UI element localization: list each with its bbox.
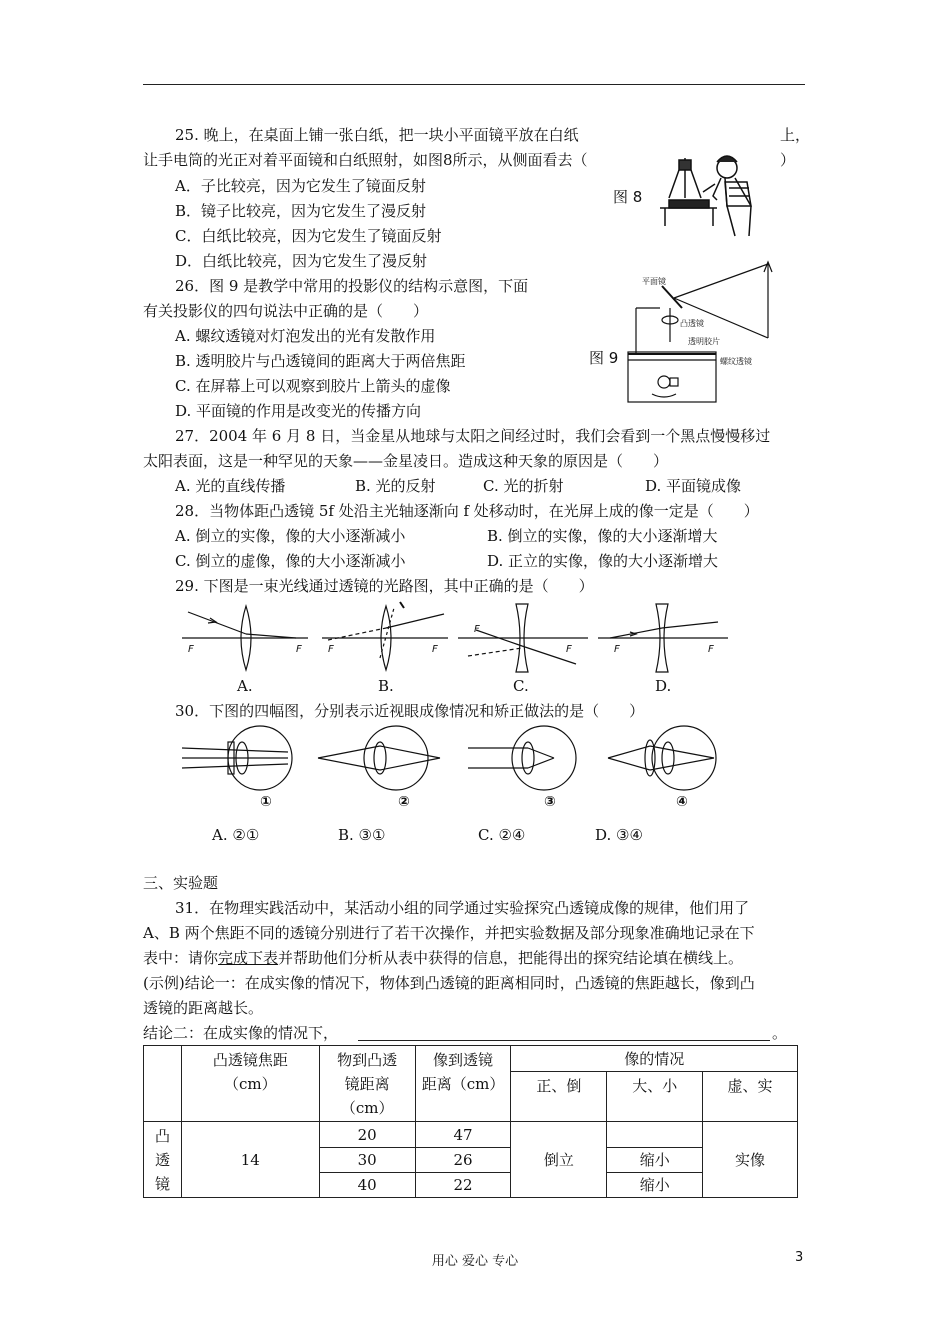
q30-fig-3: ③ (544, 794, 556, 810)
conclusion-2-blank[interactable] (358, 1040, 770, 1041)
cell-nature: 实像 (703, 1122, 798, 1198)
q27-option-a: A. 光的直线传播 (175, 477, 286, 495)
q27-line2: 太阳表面，这是一种罕见的天象——金星凌日。造成这种天象的原因是（ ） (143, 452, 669, 470)
q28-line1: 28．当物体距凸透镜 5f 处沿主光轴逐渐向 f 处移动时，在光屏上成的像一定是（ ） (175, 502, 759, 520)
page-footer: 用心 爱心 专心 (431, 1254, 519, 1269)
q25-option-c: C．白纸比较亮，因为它发生了镜面反射 (175, 227, 442, 245)
figure-9-projector (622, 258, 774, 404)
q30-option-d: D. ③④ (595, 826, 643, 844)
q31-line4: (示例)结论一：在成实像的情况下，物体到凸透镜的距离相同时，凸透镜的焦距越长，像到凸 (143, 974, 755, 992)
cell-img-1: 47 (415, 1122, 511, 1148)
q30-option-a: A. ②① (212, 826, 260, 844)
header-nature: 虚、实 (703, 1072, 798, 1122)
conclusion-2-label: 结论二：在成实像的情况下， (143, 1024, 339, 1042)
figure-9-lens-label: 凸透镜 (680, 319, 704, 328)
section-3-title: 三、实验题 (143, 874, 219, 892)
q29-a-focus-left: F (188, 644, 194, 655)
q29-label-d: D. (655, 677, 672, 695)
cell-obj-2: 30 (319, 1148, 415, 1173)
cell-obj-3: 40 (319, 1173, 415, 1198)
cell-focal: 14 (181, 1122, 319, 1198)
q26-line1: 26．图 9 是教学中常用的投影仪的结构示意图，下面 (175, 277, 529, 295)
q28-option-a: A. 倒立的实像，像的大小逐渐减小 (175, 527, 406, 545)
figure-9-fresnel-label: 螺纹透镜 (720, 357, 752, 366)
header-orientation: 正、倒 (511, 1072, 607, 1122)
q30-line1: 30．下图的四幅图，分别表示近视眼成像情况和矫正做法的是（ ） (175, 702, 645, 720)
figure-8-label: 图 8 (613, 188, 643, 206)
table-corner (144, 1046, 182, 1122)
q27-option-d: D. 平面镜成像 (645, 477, 742, 495)
cell-size-3: 缩小 (607, 1173, 703, 1198)
figure-9-label: 图 9 (589, 349, 619, 367)
q25-option-a: A．子比较亮，因为它发生了镜面反射 (175, 177, 426, 195)
row-label-convex-lens: 凸 透 镜 (144, 1122, 182, 1198)
q29-label-a: A. (237, 677, 253, 695)
header-focal: 凸透镜焦距 （cm） (181, 1046, 319, 1122)
q25-line2: 让手电筒的光正对着平面镜和白纸照射，如图8所示，从侧面看去（ (143, 151, 588, 169)
q27-option-c: C. 光的折射 (483, 477, 564, 495)
data-table (143, 1045, 798, 1198)
q26-option-d: D. 平面镜的作用是改变光的传播方向 (175, 402, 422, 420)
q30-fig-1: ① (260, 794, 272, 810)
q31-line3: 表中：请你完成下表并帮助他们分析从表中获得的信息，把能得出的探究结论填在横线上。 (143, 949, 744, 967)
header-object-distance: 物到凸透 镜距离 （cm） (319, 1046, 415, 1122)
q30-option-c: C. ②④ (478, 826, 526, 844)
header-rule (143, 84, 805, 85)
q30-fig-2: ② (398, 794, 410, 810)
cell-obj-1: 20 (319, 1122, 415, 1148)
q29-a-focus-right: F (296, 644, 302, 655)
cell-size-1[interactable] (607, 1122, 703, 1148)
q26-option-a: A. 螺纹透镜对灯泡发出的光有发散作用 (175, 327, 436, 345)
figure-9-film-label: 透明胶片 (688, 337, 720, 346)
q27-line1: 27．2004 年 6 月 8 日，当金星从地球与太阳之间经过时，我们会看到一个黑点慢慢移过 (175, 427, 771, 445)
cell-img-3: 22 (415, 1173, 511, 1198)
q29-label-c: C. (513, 677, 529, 695)
q29-c-focus-right: F (566, 644, 572, 655)
page-number: 3 (795, 1250, 804, 1265)
header-size: 大、小 (607, 1072, 703, 1122)
header-image-distance: 像到透镜 距离（cm） (415, 1046, 511, 1122)
q28-option-b: B. 倒立的实像，像的大小逐渐增大 (487, 527, 718, 545)
cell-size-2: 缩小 (607, 1148, 703, 1173)
q29-d-focus-left: F (614, 644, 620, 655)
q31-line1: 31．在物理实践活动中，某活动小组的同学通过实验探究凸透镜成像的规律，他们用了 (175, 899, 750, 917)
q29-c-focus-left: F (474, 624, 480, 635)
figure-9-mirror-label: 平面镜 (642, 277, 666, 286)
q30-eye-diagrams (178, 722, 733, 812)
q30-fig-4: ④ (676, 794, 688, 810)
q28-option-d: D. 正立的实像，像的大小逐渐增大 (487, 552, 719, 570)
q29-d-focus-right: F (708, 644, 714, 655)
q25-line1: 25. 晚上，在桌面上铺一张白纸，把一块小平面镜平放在白纸 (175, 126, 579, 144)
q29-lens-diagrams (178, 598, 733, 678)
header-image-case: 像的情况 (511, 1046, 798, 1072)
cell-orientation: 倒立 (511, 1122, 607, 1198)
conclusion-2-end: 。 (772, 1024, 788, 1042)
q29-label-b: B. (378, 677, 394, 695)
cell-img-2: 26 (415, 1148, 511, 1173)
figure-8-illustration (655, 148, 765, 240)
q29-b-focus-left: F (328, 644, 334, 655)
q26-option-c: C. 在屏幕上可以观察到胶片上箭头的虚像 (175, 377, 451, 395)
q27-option-b: B. 光的反射 (355, 477, 436, 495)
q30-option-b: B. ③① (338, 826, 386, 844)
q31-underlined-text: 完成下表 (218, 949, 279, 967)
q28-option-c: C. 倒立的虚像，像的大小逐渐减小 (175, 552, 406, 570)
q25-line1-tail: 上， (780, 126, 811, 144)
q26-option-b: B. 透明胶片与凸透镜间的距离大于两倍焦距 (175, 352, 466, 370)
q29-b-focus-right: F (432, 644, 438, 655)
q31-line5: 透镜的距离越长。 (143, 999, 264, 1017)
q25-option-d: D．白纸比较亮，因为它发生了漫反射 (175, 252, 428, 270)
q25-option-b: B．镜子比较亮，因为它发生了漫反射 (175, 202, 427, 220)
q25-line2-tail: ） (780, 151, 796, 169)
q26-line2: 有关投影仪的四句说法中正确的是（ ） (143, 302, 429, 320)
q29-line1: 29. 下图是一束光线通过透镜的光路图，其中正确的是（ ） (175, 577, 594, 595)
q31-line2: A、B 两个焦距不同的透镜分别进行了若干次操作，并把实验数据及部分现象准确地记录在下 (143, 924, 755, 942)
